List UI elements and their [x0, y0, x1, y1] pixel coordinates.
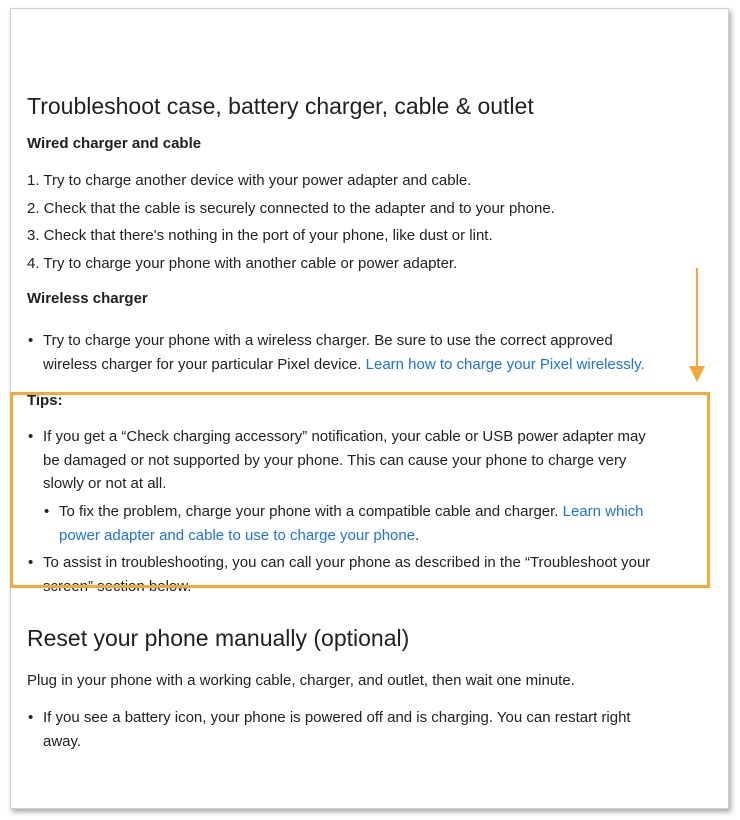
reset-intro: Plug in your phone with a working cable, charger, and outlet, then wait one minute.: [27, 672, 575, 689]
bullet-dot: •: [28, 554, 34, 571]
tips-highlight-box: [10, 392, 710, 588]
learn-which-link[interactable]: Learn which: [562, 503, 644, 520]
section-title-reset: Reset your phone manually (optional): [27, 625, 410, 651]
power-adapter-link[interactable]: power adapter and cable to use to charge your phone: [59, 526, 416, 544]
reset-bullet-line1: If you see a battery icon, your phone is powered off and is charging. You can restart right: [43, 709, 631, 726]
tip1-line1: If you get a “Check charging accessory” notification, your cable or USB power adapter may: [43, 428, 646, 445]
wired-steps-list: [27, 167, 555, 277]
wireless-bullet-line2: wireless charger for your particular Pixel device.: [43, 355, 362, 373]
heading-tips: Tips:: [27, 392, 63, 409]
learn-wireless-link[interactable]: Learn how to charge your Pixel wirelessly.: [365, 355, 645, 373]
down-arrow-icon: [686, 268, 710, 384]
tip1-line2: be damaged or not supported by your phone. This can cause your phone to charge very: [43, 451, 627, 469]
list-item: 3. Check that there's nothing in the port of your phone, like dust or lint.: [27, 227, 493, 244]
list-item: 4. Try to charge your phone with another cable or power adapter.: [27, 254, 458, 272]
heading-wired-charger: Wired charger and cable: [27, 135, 202, 152]
tip2-line2: screen” section below.: [43, 577, 192, 595]
reset-bullet-line2: away.: [43, 732, 82, 750]
tip1-line3: slowly or not at all.: [43, 475, 167, 492]
subtip-line1: To fix the problem, charge your phone with a compatible cable and charger.: [59, 503, 559, 520]
bullet-dot: •: [28, 332, 34, 349]
list-item: 1. Try to charge another device with your power adapter and cable.: [27, 172, 472, 189]
heading-wireless-charger: Wireless charger: [27, 290, 148, 307]
tip2-line1: To assist in troubleshooting, you can call your phone as described in the “Troubleshoot your: [43, 554, 651, 571]
section-title-troubleshoot: Troubleshoot case, battery charger, cable & outlet: [27, 93, 534, 119]
wireless-bullet-line1: Try to charge your phone with a wireless charger. Be sure to use the correct approved: [43, 332, 613, 349]
bullet-dot: •: [28, 428, 34, 445]
list-item: 2. Check that the cable is securely connected to the adapter and to your phone.: [27, 199, 555, 217]
reset-bullet: [28, 706, 723, 753]
bullet-dot: •: [28, 709, 34, 726]
bullet-dot: •: [44, 503, 50, 520]
subtip-end: .: [415, 526, 420, 544]
wireless-bullet-line2-wrap: [43, 353, 723, 377]
wireless-bullet: [28, 329, 723, 376]
